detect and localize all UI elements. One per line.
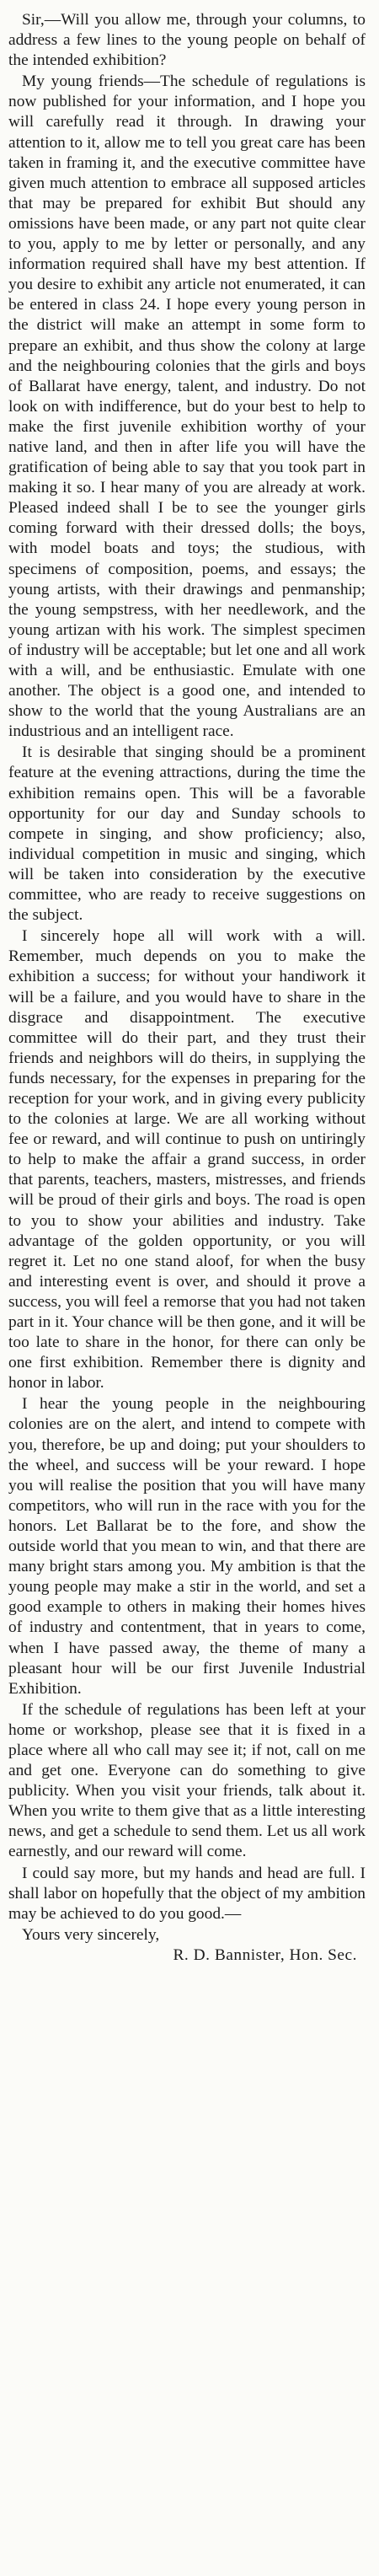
body-paragraph: I sincerely hope all will work with a will. Remember, much depends on you to make the exhibition a success; for without your handiwork it will be a failure, and you would have to share in the disgrace and disappointment. The executive committee will do their part, and they trust their friends and neighbors will do theirs, in supplying the funds necessary, for the expenses in preparing for the reception for your work, and in giving every publicity to the colonies at large. We are all working without fee or reward, and will continue to push on untiringly to help to make the affair a grand success, in order that parents, teachers, masters, mistresses, and friends will be proud of their girls and boys. The road is open to you to show your abilities and industry. Take advantage of the golden opportunity, or you will regret it. Let no one stand aloof, for when the busy and interesting event is over, and should it prove a success, you will feel a remorse that you had not taken part in it. Your chance will be then gone, and it will be too late to share in the honor, for there can only be one first exhibition. Remember there is dignity and honor in labor.: [8, 927, 366, 1393]
letter-body: [8, 10, 366, 1924]
body-paragraph: If the schedule of regulations has been left at your home or workshop, please see that it is fixed in a place where all who call may see it; if not, call on me and get one. Everyone can do something to give publicity. When you visit your friends, talk about it. When you write to them give that as a little interesting news, and get a schedule to send them. Let us all work earnestly, and our reward will come.: [8, 1700, 366, 1861]
body-paragraph: My young friends—The schedule of regulations is now published for your information, and I hope you will carefully read it through. In drawing your attention to it, allow me to tell you great care has been taken in framing it, and the executive committee have given much attention to embrace all supposed articles that may be prepared for exhibit But should any omissions have been made, or any part not quite clear to you, apply to me by letter or personally, and any information required shall have my best attention. If you desire to exhibit any article not enumerated, it can be entered in class 24. I hope every young person in the district will make an attempt in some form to prepare an exhibit, and thus show the colony at large and the neighbouring colonies that the girls and boys of Ballarat have energy, talent, and industry. Do not look on with indifference, but do your best to help to make the first juvenile exhibition worthy of your native land, and then in after life you will have the gratification of being able to say that you took part in making it so. I hear many of you are already at work. Pleased indeed shall I be to see the younger girls coming forward with their dressed dolls; the boys, with model boats and toys; the studious, with specimens of composition, poems, and essays; the young artists, with their drawings and penmanship; the young sempstress, with her needlework, and the young artizan with his work. The simplest specimen of industry will be acceptable; but let one and all work with a will, and be enthusiastic. Emulate with one another. The object is a good one, and intended to show to the world that the young Australians are an industrious and an intelligent race.: [8, 72, 366, 741]
body-paragraph: It is desirable that singing should be a prominent feature at the evening attractions, during the time the exhibition remains open. This will be a favorable opportunity for our day and Sunday schools to compete in singing, and show proficiency; also, individual competition in music and singing, which will be taken into consideration by the executive committee, who are ready to receive suggestions on the subject.: [8, 743, 366, 925]
closing-line: Yours very sincerely,: [22, 1925, 160, 1944]
signature-line: R. D. Bannister, Hon. Sec.: [173, 1945, 357, 1964]
body-paragraph: I hear the young people in the neighbouring colonies are on the alert, and intend to compete with you, therefore, be up and doing; put your shoulders to the wheel, and success will be your reward. I hope you will realise the position that you will have many competitors, who will run in the race with you for the honors. Let Ballarat be to the fore, and show the outside world that you mean to win, and that there are many bright stars among you. My ambition is that the young people may make a stir in the world, and set a good example to others in making their homes hives of industry and contentment, that in years to come, when I have passed away, the theme of many a pleasant hour will be our first Juvenile Industrial Exhibition.: [8, 1395, 366, 1698]
opening-paragraph: Sir,—Will you allow me, through your columns, to address a few lines to the young people on behalf of the intended exhibition?: [8, 11, 366, 70]
final-paragraph: I could say more, but my hands and head are full. I shall labor on hopefully that the object of my ambition may be achieved to do you good.—: [8, 1864, 366, 1923]
